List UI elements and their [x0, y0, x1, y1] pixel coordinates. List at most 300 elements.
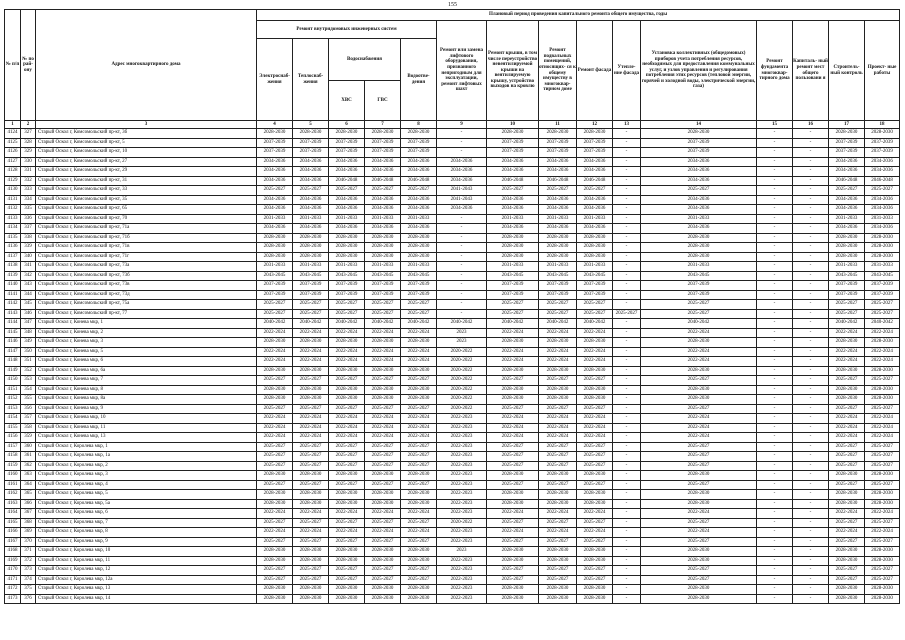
- period-cell: 2028-2030: [865, 547, 900, 557]
- period-cell: 2028-2030: [539, 233, 577, 243]
- period-cell: -: [793, 509, 829, 519]
- period-cell: 2031-2033: [329, 214, 365, 224]
- period-cell: 2025-2027: [329, 186, 365, 196]
- period-cell: -: [793, 205, 829, 215]
- period-cell: 2028-2030: [257, 556, 293, 566]
- period-cell: 2022-2023: [437, 423, 487, 433]
- period-cell: -: [757, 148, 793, 158]
- period-cell: -: [757, 328, 793, 338]
- period-cell: 2028-2030: [641, 243, 757, 253]
- period-cell: 2025-2027: [365, 404, 401, 414]
- period-cell: 2028-2030: [539, 585, 577, 595]
- period-cell: 2025-2027: [365, 452, 401, 462]
- period-cell: 2028-2030: [829, 490, 865, 500]
- period-cell: 2034-2036: [865, 157, 900, 167]
- period-cell: -: [793, 556, 829, 566]
- table-row: [5, 537, 900, 547]
- period-cell: -: [613, 395, 641, 405]
- period-cell: 2028-2030: [329, 252, 365, 262]
- period-cell: 2022-2024: [829, 528, 865, 538]
- period-cell: 2028-2030: [829, 499, 865, 509]
- period-cell: 2028-2030: [365, 490, 401, 500]
- period-cell: -: [793, 395, 829, 405]
- period-cell: 2025-2027: [487, 300, 539, 310]
- period-cell: 2046-2048: [829, 176, 865, 186]
- period-cell: -: [437, 252, 487, 262]
- period-cell: -: [793, 176, 829, 186]
- period-cell: 2028-2030: [577, 547, 613, 557]
- period-cell: 2028-2030: [365, 594, 401, 604]
- period-cell: 2025-2027: [329, 376, 365, 386]
- table-row: [5, 148, 900, 158]
- period-cell: 2028-2030: [539, 594, 577, 604]
- period-cell: 2022-2024: [641, 528, 757, 538]
- period-cell: 2025-2027: [487, 309, 539, 319]
- period-cell: -: [793, 290, 829, 300]
- address-cell: Старый Оскол г, Комсомольский пр-кт, 73в: [36, 281, 257, 291]
- period-cell: 2022-2024: [329, 423, 365, 433]
- period-cell: 2025-2027: [577, 186, 613, 196]
- period-cell: -: [793, 575, 829, 585]
- period-cell: 2025-2027: [487, 480, 539, 490]
- period-cell: 2025-2027: [257, 461, 293, 471]
- period-cell: -: [613, 414, 641, 424]
- period-cell: 2028-2030: [641, 385, 757, 395]
- period-cell: -: [757, 442, 793, 452]
- column-number: 11: [539, 121, 577, 129]
- period-cell: 2022-2024: [293, 328, 329, 338]
- period-cell: 2028-2030: [487, 471, 539, 481]
- period-cell: 2025-2027: [329, 404, 365, 414]
- row-number-cell: 4125: [5, 138, 21, 148]
- address-cell: Старый Оскол г, Комсомольский пр-кт, 27: [36, 157, 257, 167]
- district-number-cell: 338: [21, 233, 36, 243]
- period-cell: 2034-2036: [257, 176, 293, 186]
- period-cell: 2037-2039: [293, 138, 329, 148]
- period-cell: -: [793, 518, 829, 528]
- period-cell: 2028-2030: [365, 338, 401, 348]
- period-cell: 2037-2039: [829, 148, 865, 158]
- period-cell: 2028-2030: [577, 366, 613, 376]
- period-cell: 2028-2030: [641, 585, 757, 595]
- period-cell: 2025-2027: [365, 309, 401, 319]
- period-cell: 2037-2039: [293, 281, 329, 291]
- period-cell: 2028-2030: [329, 385, 365, 395]
- period-cell: 2025-2027: [865, 376, 900, 386]
- address-cell: Старый Оскол г, Конева мкр, 13: [36, 433, 257, 443]
- district-number-cell: 371: [21, 547, 36, 557]
- row-number-cell: 4138: [5, 262, 21, 272]
- period-cell: -: [613, 347, 641, 357]
- period-cell: 2022-2024: [641, 347, 757, 357]
- period-cell: -: [757, 556, 793, 566]
- period-cell: 2025-2027: [401, 537, 437, 547]
- period-cell: 2046-2048: [365, 176, 401, 186]
- address-cell: Старый Оскол г, Королева мкр, 2: [36, 461, 257, 471]
- period-cell: 2022-2024: [539, 357, 577, 367]
- period-cell: 2028-2030: [865, 243, 900, 253]
- period-cell: 2025-2027: [257, 300, 293, 310]
- period-cell: -: [793, 433, 829, 443]
- period-cell: 2025-2027: [365, 480, 401, 490]
- column-number: 14: [641, 121, 757, 129]
- period-cell: 2028-2030: [401, 366, 437, 376]
- table-row: [5, 471, 900, 481]
- period-cell: 2025-2027: [865, 518, 900, 528]
- period-cell: 2028-2030: [293, 490, 329, 500]
- period-cell: 2025-2027: [401, 309, 437, 319]
- period-cell: -: [613, 129, 641, 139]
- period-cell: 2046-2048: [487, 176, 539, 186]
- period-cell: 2028-2030: [829, 252, 865, 262]
- period-cell: 2025-2027: [641, 518, 757, 528]
- period-cell: 2028-2030: [577, 556, 613, 566]
- period-cell: 2022-2024: [487, 528, 539, 538]
- period-cell: 2022-2024: [293, 528, 329, 538]
- period-cell: 2025-2027: [865, 452, 900, 462]
- period-cell: 2028-2030: [865, 129, 900, 139]
- row-number-cell: 4139: [5, 271, 21, 281]
- period-cell: 2028-2030: [329, 395, 365, 405]
- period-cell: -: [757, 281, 793, 291]
- period-cell: 2025-2027: [329, 537, 365, 547]
- period-cell: 2022-2024: [487, 347, 539, 357]
- period-cell: 2022-2024: [577, 414, 613, 424]
- period-cell: -: [793, 537, 829, 547]
- period-cell: 2028-2030: [257, 547, 293, 557]
- period-cell: 2028-2030: [487, 594, 539, 604]
- period-cell: 2025-2027: [365, 186, 401, 196]
- period-cell: 2028-2030: [539, 556, 577, 566]
- period-cell: 2022-2024: [329, 433, 365, 443]
- period-cell: 2034-2036: [577, 224, 613, 234]
- period-cell: 2028-2030: [641, 338, 757, 348]
- period-cell: 2028-2030: [829, 585, 865, 595]
- row-number-cell: 4155: [5, 423, 21, 433]
- period-cell: -: [613, 281, 641, 291]
- period-cell: -: [793, 167, 829, 177]
- period-cell: 2028-2030: [293, 338, 329, 348]
- period-cell: 2028-2030: [401, 385, 437, 395]
- address-cell: Старый Оскол г, Комсомольский пр-кт, 71г: [36, 252, 257, 262]
- period-cell: -: [613, 176, 641, 186]
- period-cell: 2041-2043: [437, 186, 487, 196]
- period-cell: 2022-2024: [487, 509, 539, 519]
- period-cell: 2034-2036: [539, 205, 577, 215]
- row-number-cell: 4142: [5, 300, 21, 310]
- period-cell: 2025-2027: [641, 376, 757, 386]
- period-cell: 2028-2030: [865, 490, 900, 500]
- period-cell: 2037-2039: [539, 148, 577, 158]
- period-cell: 2022-2024: [641, 423, 757, 433]
- period-cell: 2025-2027: [401, 566, 437, 576]
- row-number-cell: 4145: [5, 328, 21, 338]
- period-cell: 2028-2030: [829, 233, 865, 243]
- period-cell: 2028-2030: [577, 471, 613, 481]
- header-address: Адрес многоквартирного дома: [36, 10, 257, 121]
- period-cell: 2028-2030: [293, 556, 329, 566]
- period-cell: 2022-2024: [865, 433, 900, 443]
- period-cell: -: [757, 300, 793, 310]
- period-cell: 2025-2027: [865, 566, 900, 576]
- district-number-cell: 332: [21, 176, 36, 186]
- period-cell: -: [793, 138, 829, 148]
- period-cell: 2046-2048: [865, 176, 900, 186]
- period-cell: 2037-2039: [401, 281, 437, 291]
- column-number: 7: [365, 121, 401, 129]
- district-number-cell: 373: [21, 566, 36, 576]
- period-cell: 2028-2030: [865, 585, 900, 595]
- row-number-cell: 4160: [5, 471, 21, 481]
- row-number-cell: 4143: [5, 309, 21, 319]
- period-cell: -: [613, 547, 641, 557]
- period-cell: -: [613, 518, 641, 528]
- period-cell: 2034-2036: [487, 167, 539, 177]
- period-cell: -: [437, 129, 487, 139]
- column-number: 3: [36, 121, 257, 129]
- period-cell: 2034-2036: [257, 205, 293, 215]
- period-cell: 2022-2024: [865, 357, 900, 367]
- period-cell: 2022-2024: [829, 414, 865, 424]
- period-cell: 2025-2027: [329, 575, 365, 585]
- address-cell: Старый Оскол г, Комсомольский пр-кт, 73д: [36, 290, 257, 300]
- period-cell: 2034-2036: [577, 205, 613, 215]
- district-number-cell: 362: [21, 461, 36, 471]
- row-number-cell: 4166: [5, 528, 21, 538]
- period-cell: 2028-2030: [641, 366, 757, 376]
- period-cell: -: [437, 290, 487, 300]
- period-cell: 2022-2024: [401, 414, 437, 424]
- period-cell: -: [613, 452, 641, 462]
- period-cell: -: [613, 442, 641, 452]
- district-number-cell: 335: [21, 205, 36, 215]
- period-cell: 2028-2030: [257, 129, 293, 139]
- period-cell: 2031-2033: [641, 214, 757, 224]
- period-cell: 2025-2027: [641, 480, 757, 490]
- period-cell: 2023: [437, 328, 487, 338]
- period-cell: 2022-2024: [257, 433, 293, 443]
- district-number-cell: 372: [21, 556, 36, 566]
- period-cell: -: [613, 290, 641, 300]
- period-cell: 2025-2027: [401, 452, 437, 462]
- period-cell: 2034-2036: [829, 167, 865, 177]
- period-cell: 2031-2033: [257, 262, 293, 272]
- table-row: [5, 442, 900, 452]
- period-cell: 2028-2030: [401, 594, 437, 604]
- period-cell: -: [757, 262, 793, 272]
- period-cell: 2028-2030: [329, 338, 365, 348]
- period-cell: -: [613, 594, 641, 604]
- table-row: [5, 499, 900, 509]
- period-cell: -: [793, 214, 829, 224]
- district-number-cell: 376: [21, 594, 36, 604]
- table-row: [5, 300, 900, 310]
- table-row: [5, 186, 900, 196]
- period-cell: 2028-2030: [329, 490, 365, 500]
- district-number-cell: 345: [21, 300, 36, 310]
- period-cell: 2037-2039: [401, 138, 437, 148]
- district-number-cell: 343: [21, 281, 36, 291]
- period-cell: 2037-2039: [577, 148, 613, 158]
- period-cell: 2031-2033: [641, 262, 757, 272]
- period-cell: 2025-2027: [865, 575, 900, 585]
- period-cell: 2043-2045: [865, 271, 900, 281]
- period-cell: 2031-2033: [365, 214, 401, 224]
- column-number: 16: [793, 121, 829, 129]
- period-cell: 2028-2030: [641, 233, 757, 243]
- period-cell: 2020-2022: [437, 376, 487, 386]
- period-cell: 2028-2030: [365, 385, 401, 395]
- district-number-cell: 330: [21, 157, 36, 167]
- period-cell: -: [757, 480, 793, 490]
- period-cell: 2043-2045: [539, 271, 577, 281]
- period-cell: 2028-2030: [487, 243, 539, 253]
- district-number-cell: 369: [21, 528, 36, 538]
- period-cell: -: [613, 585, 641, 595]
- period-cell: -: [793, 233, 829, 243]
- period-cell: 2025-2027: [829, 186, 865, 196]
- period-cell: 2028-2030: [865, 556, 900, 566]
- district-number-cell: 350: [21, 347, 36, 357]
- period-cell: 2040-2042: [293, 319, 329, 329]
- period-cell: 2034-2036: [641, 157, 757, 167]
- row-number-cell: 4144: [5, 319, 21, 329]
- period-cell: 2025-2027: [539, 537, 577, 547]
- address-cell: Старый Оскол г, Комсомольский пр-кт, 73а: [36, 262, 257, 272]
- period-cell: 2037-2039: [577, 138, 613, 148]
- period-cell: -: [613, 319, 641, 329]
- period-cell: 2028-2030: [257, 471, 293, 481]
- period-cell: 2025-2027: [641, 452, 757, 462]
- district-number-cell: 354: [21, 385, 36, 395]
- header-lift: Ремонт или замена лифтового оборудования, признанного непригодным для эксплуатации, ремонт лифтовых шахт: [437, 21, 487, 121]
- row-number-cell: 4135: [5, 233, 21, 243]
- period-cell: 2034-2036: [293, 157, 329, 167]
- period-cell: 2022-2024: [365, 328, 401, 338]
- period-cell: 2025-2027: [329, 480, 365, 490]
- period-cell: 2025-2027: [365, 537, 401, 547]
- period-cell: 2046-2048: [329, 176, 365, 186]
- period-cell: 2025-2027: [365, 300, 401, 310]
- period-cell: 2034-2036: [437, 176, 487, 186]
- header-roof: Ремонт крыши, в том числе переустройство невентилируемой крыши на вентилируемую крышу, устройство выходов на кровлю: [487, 21, 539, 121]
- period-cell: 2034-2036: [401, 157, 437, 167]
- address-cell: Старый Оскол г, Комсомольский пр-кт, 71а: [36, 224, 257, 234]
- period-cell: 2025-2027: [829, 518, 865, 528]
- period-cell: 2034-2036: [365, 167, 401, 177]
- district-number-cell: 327: [21, 129, 36, 139]
- address-cell: Старый Оскол г, Королева мкр, 8: [36, 528, 257, 538]
- period-cell: -: [757, 252, 793, 262]
- header-internal-systems: Ремонт внутридомовых инженерных систем: [257, 21, 437, 39]
- address-cell: Старый Оскол г, Конева мкр, 2: [36, 328, 257, 338]
- period-cell: 2028-2030: [577, 499, 613, 509]
- column-number: 6: [329, 121, 365, 129]
- period-cell: -: [793, 309, 829, 319]
- district-number-cell: 374: [21, 575, 36, 585]
- district-number-cell: 364: [21, 480, 36, 490]
- period-cell: -: [613, 499, 641, 509]
- period-cell: 2025-2027: [577, 404, 613, 414]
- period-cell: -: [793, 461, 829, 471]
- period-cell: 2034-2036: [329, 195, 365, 205]
- period-cell: 2020-2022: [437, 347, 487, 357]
- period-cell: 2025-2027: [577, 452, 613, 462]
- district-number-cell: 349: [21, 338, 36, 348]
- table-row: [5, 547, 900, 557]
- period-cell: 2025-2027: [257, 566, 293, 576]
- period-cell: 2025-2027: [577, 461, 613, 471]
- address-cell: Старый Оскол г, Конева мкр, 8: [36, 385, 257, 395]
- header-hvs: ХВС: [329, 81, 365, 121]
- period-cell: 2028-2030: [829, 385, 865, 395]
- period-cell: -: [613, 461, 641, 471]
- period-cell: 2025-2027: [487, 376, 539, 386]
- period-cell: 2028-2030: [539, 395, 577, 405]
- period-cell: 2022-2023: [437, 566, 487, 576]
- period-cell: -: [613, 490, 641, 500]
- period-cell: 2028-2030: [829, 243, 865, 253]
- period-cell: -: [613, 157, 641, 167]
- period-cell: 2022-2024: [865, 509, 900, 519]
- period-cell: 2034-2036: [437, 167, 487, 177]
- period-cell: 2034-2036: [487, 224, 539, 234]
- district-number-cell: 337: [21, 224, 36, 234]
- row-number-cell: 4150: [5, 376, 21, 386]
- table-row: [5, 528, 900, 538]
- row-number-cell: 4134: [5, 224, 21, 234]
- period-cell: 2028-2030: [577, 395, 613, 405]
- table-row: [5, 376, 900, 386]
- period-cell: 2025-2027: [865, 186, 900, 196]
- address-cell: Старый Оскол г, Конева мкр, 8а: [36, 395, 257, 405]
- district-number-cell: 361: [21, 452, 36, 462]
- period-cell: 2028-2030: [539, 490, 577, 500]
- period-cell: 2022-2024: [829, 328, 865, 338]
- table-row: [5, 319, 900, 329]
- period-cell: 2022-2024: [293, 347, 329, 357]
- repair-schedule-table: [4, 9, 900, 604]
- period-cell: -: [793, 347, 829, 357]
- row-number-cell: 4172: [5, 585, 21, 595]
- period-cell: 2031-2033: [257, 214, 293, 224]
- district-number-cell: 340: [21, 252, 36, 262]
- period-cell: 2025-2027: [257, 376, 293, 386]
- address-cell: Старый Оскол г, Королева мкр, 1: [36, 442, 257, 452]
- period-cell: 2028-2030: [401, 129, 437, 139]
- table-row: [5, 575, 900, 585]
- district-number-cell: 356: [21, 404, 36, 414]
- period-cell: 2025-2027: [577, 442, 613, 452]
- period-cell: 2028-2030: [865, 385, 900, 395]
- table-row: [5, 243, 900, 253]
- district-number-cell: 366: [21, 499, 36, 509]
- period-cell: 2022-2024: [641, 509, 757, 519]
- period-cell: 2034-2036: [365, 195, 401, 205]
- period-cell: 2028-2030: [293, 594, 329, 604]
- period-cell: 2028-2030: [365, 556, 401, 566]
- table-row: [5, 129, 900, 139]
- period-cell: 2025-2027: [641, 300, 757, 310]
- table-body: [5, 129, 900, 604]
- period-cell: 2022-2024: [829, 423, 865, 433]
- period-cell: 2022-2024: [641, 433, 757, 443]
- period-cell: 2037-2039: [329, 281, 365, 291]
- period-cell: -: [793, 404, 829, 414]
- period-cell: 2037-2039: [401, 290, 437, 300]
- period-cell: 2040-2042: [641, 319, 757, 329]
- period-cell: -: [757, 224, 793, 234]
